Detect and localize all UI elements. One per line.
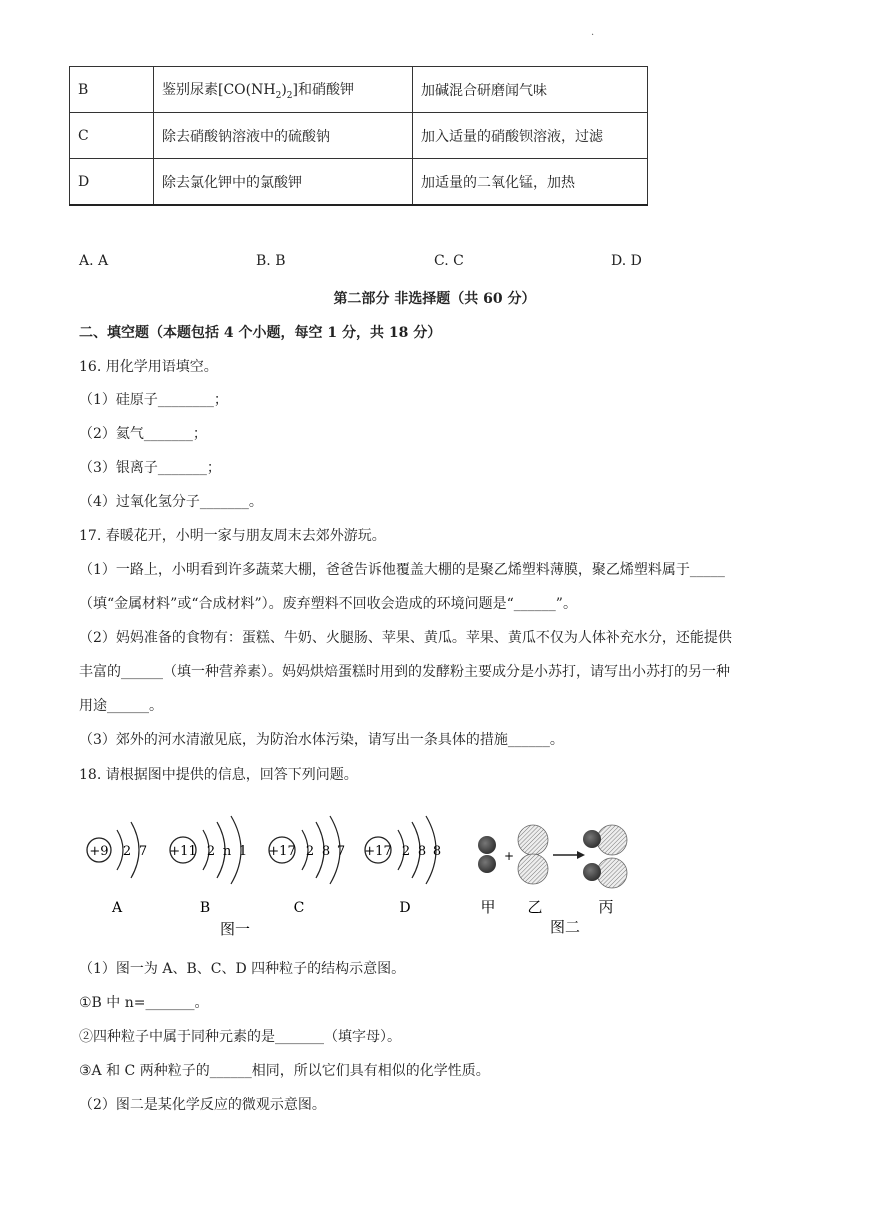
q18-sub1-2: ②四种粒子中属于同种元素的是_______（填字母）。 <box>79 1029 401 1045</box>
atom-label: A <box>111 900 123 916</box>
nucleus-charge: +9 <box>89 844 109 859</box>
nucleus-charge: +17 <box>364 844 392 859</box>
q17-part2-cont: 丰富的______（填一种营养素）。妈妈烘焙蛋糕时用到的发酵粉主要成分是小苏打，请写出小苏打的另一种 <box>79 664 730 680</box>
reactant-label: 乙 <box>527 898 543 916</box>
electron-count: 2 <box>305 844 315 859</box>
atom-diagram-c <box>268 816 345 916</box>
nucleus-charge: +17 <box>268 844 296 859</box>
atom-label: C <box>293 900 305 916</box>
reaction-diagram <box>478 825 627 936</box>
q16-item: （2）氦气_______； <box>79 426 207 442</box>
electron-count: 8 <box>417 844 427 859</box>
atom-label: B <box>199 900 211 916</box>
electron-count: 7 <box>336 844 346 859</box>
page-mark: · <box>591 30 595 41</box>
molecule-atom-hatched <box>597 825 627 855</box>
part-title: 第二部分 非选择题（共 60 分） <box>333 291 536 307</box>
electron-count: 8 <box>321 844 331 859</box>
electron-count: 2 <box>401 844 411 859</box>
q17-stem: 17. 春暖花开，小明一家与朋友周末去郊外游玩。 <box>79 528 386 544</box>
row-label: B <box>70 67 154 113</box>
q18-sub1-3: ③A 和 C 两种粒子的______相同，所以它们具有相似的化学性质。 <box>79 1063 490 1079</box>
q17-part1: （1）一路上，小明看到许多蔬菜大棚，爸爸告诉他覆盖大棚的是聚乙烯塑料薄膜，聚乙烯塑料属于_____ <box>79 562 725 578</box>
q17-part2: （2）妈妈准备的食物有：蛋糕、牛奶、火腿肠、苹果、黄瓜。苹果、黄瓜不仅为人体补充水分，还能提供 <box>79 630 732 646</box>
shell-arc <box>131 822 139 878</box>
table-row <box>70 67 648 113</box>
molecule-atom-dark <box>583 863 601 881</box>
options-table <box>69 66 648 206</box>
atom-diagram-b <box>169 816 247 916</box>
molecule-atom-dark <box>478 855 496 873</box>
atom-diagram-d <box>364 816 441 916</box>
molecule-atom-hatched <box>518 825 548 855</box>
q18-stem: 18. 请根据图中提供的信息，回答下列问题。 <box>79 767 358 783</box>
row-purpose: 除去氯化钾中的氯酸钾 <box>154 159 413 206</box>
row-method: 加入适量的硝酸钡溶液，过滤 <box>413 113 648 159</box>
q17-part1-cont: （填“金属材料”或“合成材料”）。废弃塑料不回收会造成的环境问题是“______”。 <box>79 596 577 612</box>
reactant-label: 甲 <box>480 898 496 916</box>
electron-count: 8 <box>432 844 442 859</box>
molecule-atom-dark <box>478 836 496 854</box>
q18-sub2: （2）图二是某化学反应的微观示意图。 <box>79 1097 326 1113</box>
electron-count: 2 <box>122 844 132 859</box>
electron-count: 1 <box>238 844 248 859</box>
choice-a: A. A <box>79 253 109 269</box>
molecule-atom-hatched <box>518 854 548 884</box>
atom-label: D <box>399 900 411 916</box>
electron-count: 2 <box>206 844 216 859</box>
q17-part3: （3）郊外的河水清澈见底，为防治水体污染，请写出一条具体的措施______。 <box>79 732 564 748</box>
atom-diagram-a <box>87 822 147 916</box>
row-label: C <box>70 113 154 159</box>
electron-count: n <box>222 844 232 859</box>
q16-item: （3）银离子_______； <box>79 460 221 476</box>
arrow-head-icon <box>577 851 585 859</box>
q17-part2-cont: 用途______。 <box>79 698 163 714</box>
q16-item: （1）硅原子________； <box>79 392 228 408</box>
row-method: 加碱混合研磨闻气味 <box>413 67 648 113</box>
electron-count: 7 <box>138 844 148 859</box>
row-purpose: 鉴别尿素$[CO(NH_2)_2]$和硝酸钾 <box>154 67 413 113</box>
q18-sub1-1: ①B 中 n=_______。 <box>79 995 209 1011</box>
row-method: 加适量的二氧化锰，加热 <box>413 159 648 206</box>
molecule-atom-dark <box>583 830 601 848</box>
row-purpose: 除去硝酸钠溶液中的硫酸钠 <box>154 113 413 159</box>
product-label: 丙 <box>598 898 614 916</box>
figure1-caption: 图一 <box>219 920 251 938</box>
plus-sign: + <box>503 849 515 863</box>
nucleus-charge: +11 <box>169 844 197 859</box>
choice-c: C. C <box>434 253 464 269</box>
choice-d: D. D <box>611 253 642 269</box>
choice-b: B. B <box>256 253 286 269</box>
table-row <box>70 159 648 206</box>
table-row <box>70 113 648 159</box>
section-title: 二、填空题（本题包括 4 个小题，每空 1 分，共 18 分） <box>79 325 442 341</box>
q18-figure <box>79 810 659 945</box>
row-label: D <box>70 159 154 206</box>
figure2-caption: 图二 <box>549 918 581 936</box>
q16-stem: 16. 用化学用语填空。 <box>79 359 218 375</box>
molecule-atom-hatched <box>597 858 627 888</box>
q18-sub1: （1）图一为 A、B、C、D 四种粒子的结构示意图。 <box>79 961 406 977</box>
q16-item: （4）过氧化氢分子_______。 <box>79 494 263 510</box>
